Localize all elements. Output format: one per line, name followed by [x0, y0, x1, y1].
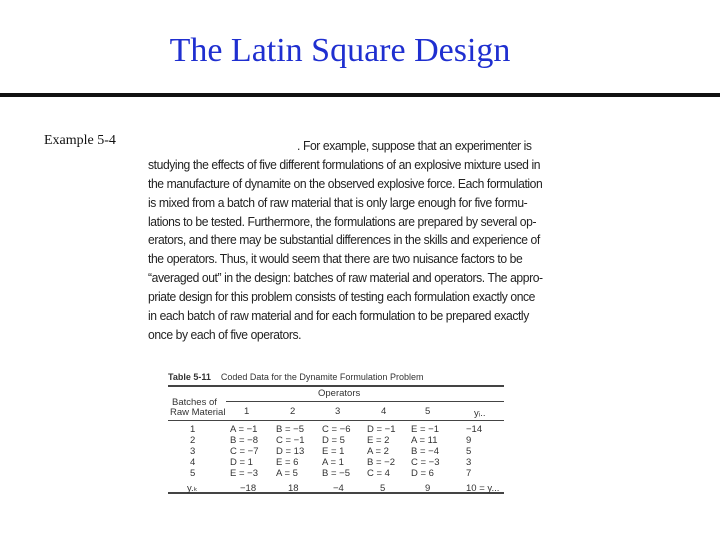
batch-number: 1 [190, 424, 196, 435]
table-cell: A = 1 [322, 457, 344, 468]
passage-line: . For example, suppose that an experimenter is [297, 138, 532, 153]
table-label: Table 5-11 [168, 372, 211, 382]
grand-total: 10 = y... [466, 483, 500, 494]
row-total: 7 [466, 468, 472, 479]
row-header-line1: Batches of [172, 397, 217, 408]
table-cell: C = −3 [411, 457, 440, 468]
column-header: 4 [381, 406, 387, 417]
header-bottom-rule [168, 420, 504, 421]
row-header-line2: Raw Material [170, 407, 226, 418]
row-total-header: yᵢ.. [474, 408, 486, 419]
slide-title: The Latin Square Design [169, 32, 511, 69]
table-cell: B = −8 [230, 435, 258, 446]
column-total: −4 [333, 483, 344, 494]
passage-line: the manufacture of dynamite on the observed explosive force. Each formulation [148, 175, 543, 191]
table-cell: D = −1 [367, 424, 396, 435]
row-total: 3 [466, 457, 472, 468]
textbook-passage [148, 137, 543, 345]
table-caption-text: Coded Data for the Dynamite Formulation Problem [220, 372, 424, 382]
passage-line: lations to be tested. Furthermore, the formulations are prepared by several op- [148, 213, 537, 229]
column-header: 1 [244, 406, 250, 417]
table-cell: B = −5 [276, 424, 304, 435]
table-cell: D = 13 [276, 446, 305, 457]
table-cell: E = 6 [276, 457, 299, 468]
column-header: 3 [335, 406, 341, 417]
column-header: 5 [425, 406, 431, 417]
passage-line: priate design for this problem consists of testing each formulation exactly once [148, 289, 536, 305]
operators-rule [226, 401, 504, 402]
batch-number: 3 [190, 446, 196, 457]
table-cell: E = −1 [411, 424, 439, 435]
table-cell: B = −2 [367, 457, 395, 468]
table-cell: B = −5 [322, 468, 350, 479]
row-total: 5 [466, 446, 472, 457]
operators-header: Operators [318, 388, 361, 399]
table-cell: C = −7 [230, 446, 259, 457]
table-cell: E = −3 [230, 468, 258, 479]
batch-number: 4 [190, 457, 196, 468]
table-cell: A = −1 [230, 424, 258, 435]
table-cell: D = 6 [411, 468, 434, 479]
table-cell: C = −6 [322, 424, 351, 435]
table-cell: B = −4 [411, 446, 439, 457]
table-cell: A = 5 [276, 468, 298, 479]
row-total: −14 [466, 424, 483, 435]
batch-number: 2 [190, 435, 196, 446]
passage-line: studying the effects of five different formulations of an explosive mixture used in [148, 156, 541, 172]
passage-line: is mixed from a batch of raw material that is only large enough for five formu- [148, 194, 528, 210]
table-caption [168, 372, 423, 382]
passage-line: the operators. Thus, it would seem that there are two nuisance factors to be [148, 251, 523, 267]
column-total: 18 [288, 483, 299, 494]
column-total-label: y.ₖ [187, 483, 198, 494]
table-cell: C = −1 [276, 435, 305, 446]
column-total: 9 [425, 483, 431, 494]
table-cell: D = 1 [230, 457, 253, 468]
table-cell: D = 5 [322, 435, 345, 446]
passage-line: erators, and there may be substantial differences in the skills and experience of [148, 232, 540, 248]
table-cell: A = 2 [367, 446, 389, 457]
row-total: 9 [466, 435, 472, 446]
table-cell: E = 1 [322, 446, 345, 457]
example-label: Example 5-4 [44, 133, 116, 148]
table-cell: C = 4 [367, 468, 390, 479]
table-cell: A = 11 [411, 435, 438, 446]
title-divider [0, 93, 720, 97]
passage-line: in each batch of raw material and for each formulation to be prepared exactly [148, 308, 529, 324]
table-top-rule [168, 385, 504, 387]
batch-number: 5 [190, 468, 196, 479]
column-header: 2 [290, 406, 296, 417]
passage-line: “averaged out” in the design: batches of raw material and operators. The appro- [148, 270, 543, 286]
column-total: 5 [380, 483, 386, 494]
table-cell: E = 2 [367, 435, 390, 446]
column-total: −18 [240, 483, 257, 494]
passage-line: once by each of five operators. [148, 326, 302, 342]
